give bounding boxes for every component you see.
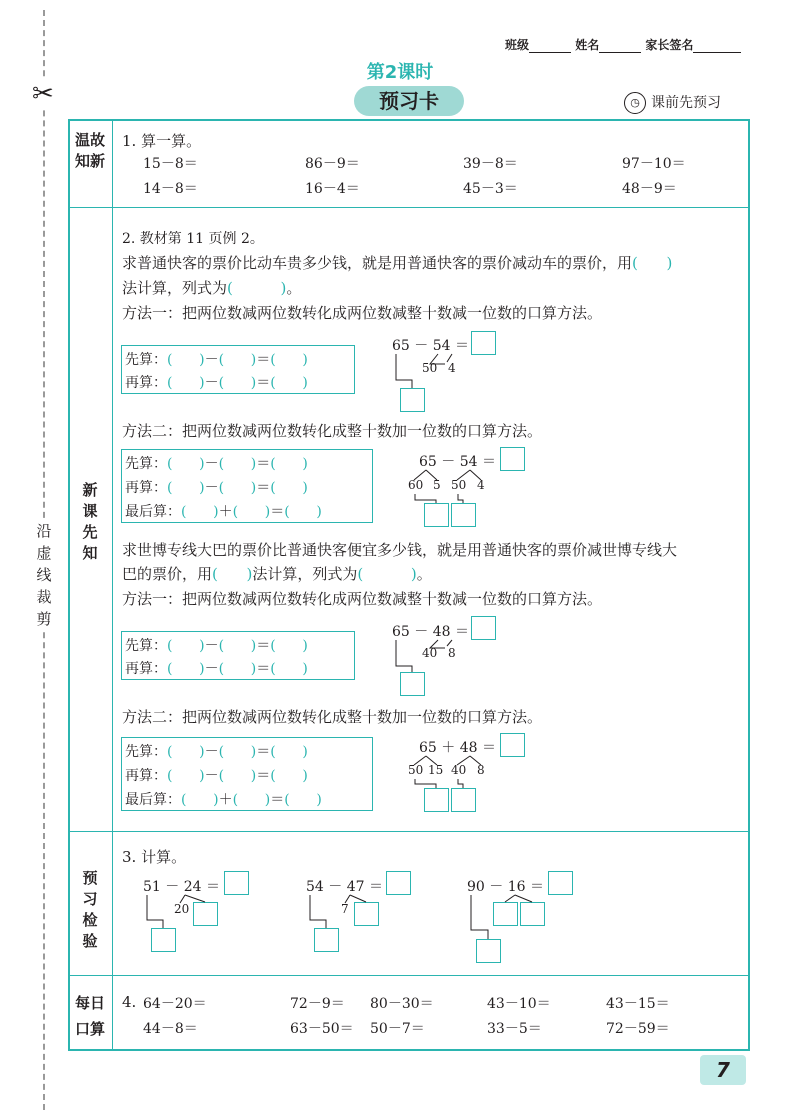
split-number: 4 (448, 361, 456, 375)
equation: 65 － 48 ＝ (392, 624, 469, 640)
q4-item: 80－30＝ (370, 996, 434, 1012)
q1-item: 48－9＝ (622, 181, 677, 197)
scissors-icon: ✂ (32, 79, 54, 109)
equation: 65 － 54 ＝ (419, 454, 496, 470)
step-then: 再算：( )－( )＝( ) (125, 768, 308, 784)
section-check: 预习检验 (82, 869, 98, 950)
q2-line2: 法计算，列式为( )。 (122, 279, 302, 297)
q1-item: 16－4＝ (305, 181, 360, 197)
q2-title: 2. 教材第 11 页例 2。 (122, 231, 264, 247)
card-title: 预习卡 (354, 86, 464, 116)
answer-blank[interactable]: ( ) (212, 565, 253, 583)
split-number: 15 (428, 763, 444, 777)
q1-item: 15－8＝ (143, 156, 198, 172)
method2-label: 方法二：把两位数减两位数转化成整十数加一位数的口算方法。 (122, 422, 543, 440)
method1-label: 方法一：把两位数减两位数转化成两位数减整十数减一位数的口算方法。 (122, 304, 603, 322)
q1-item: 86－9＝ (305, 156, 360, 172)
equation: 51 － 24 ＝ (143, 879, 220, 895)
step-first: 先算：( )－( )＝( ) (125, 744, 308, 760)
split-number: 5 (433, 478, 441, 492)
q4-item: 50－7＝ (370, 1021, 425, 1037)
step-then: 再算：( )－( )＝( ) (125, 661, 308, 677)
lesson-number: 第2课时 (366, 62, 434, 83)
q2-line1: 求普通快客的票价比动车贵多少钱，就是用普通快客的票价减动车的票价，用( ) (122, 254, 673, 272)
step-first: 先算：( )－( )＝( ) (125, 456, 308, 472)
split-number: 8 (448, 646, 456, 660)
answer-blank[interactable]: ( ) (357, 565, 417, 583)
equation: 65 ＋ 48 ＝ (419, 740, 496, 756)
split-number: 8 (477, 763, 485, 777)
split-number: 20 (174, 902, 190, 916)
parent-sign-label: 家长签名 (645, 38, 694, 52)
q4-item: 72－9＝ (290, 996, 345, 1012)
step-then: 再算：( )－( )＝( ) (125, 375, 308, 391)
q1-item: 39－8＝ (463, 156, 518, 172)
equation: 90 － 16 ＝ (467, 879, 544, 895)
split-number: 40 (422, 646, 438, 660)
class-label: 班级 (505, 38, 530, 52)
split-number: 50 (408, 763, 424, 777)
q4-item: 43－15＝ (606, 996, 670, 1012)
q4-prefix: 4. (122, 993, 137, 1011)
split-number: 40 (451, 763, 467, 777)
page-number: 7 (700, 1055, 746, 1085)
q4-item: 44－8＝ (143, 1021, 198, 1037)
equation: 65 － 54 ＝ (392, 338, 469, 354)
split-number: 50 (451, 478, 467, 492)
clock-icon: ◷ (624, 92, 646, 114)
split-number: 7 (341, 902, 349, 916)
step-last: 最后算：( )＋( )＝( ) (125, 792, 322, 808)
q3-title: 3. 计算。 (122, 848, 187, 866)
split-number: 50 (422, 361, 438, 375)
q1-item: 97－10＝ (622, 156, 686, 172)
step-then: 再算：( )－( )＝( ) (125, 480, 308, 496)
section-review: 温故知新 (74, 131, 105, 170)
q4-item: 33－5＝ (487, 1021, 542, 1037)
q2-line4: 巴的票价，用( )法计算，列式为( )。 (122, 565, 432, 583)
q4-item: 64－20＝ (143, 996, 207, 1012)
q2-line3: 求世博专线大巴的票价比普通快客便宜多少钱，就是用普通快客的票价减世博专线大 (122, 541, 678, 559)
section-new: 新课先知 (82, 481, 98, 562)
answer-blank[interactable]: ( ) (227, 279, 287, 297)
q4-item: 72－59＝ (606, 1021, 670, 1037)
step-first: 先算：( )－( )＝( ) (125, 352, 308, 368)
q1-title: 1. 算一算。 (122, 132, 202, 150)
split-number: 60 (408, 478, 424, 492)
split-number: 4 (477, 478, 485, 492)
step-last: 最后算：( )＋( )＝( ) (125, 504, 322, 520)
equation: 54 － 47 ＝ (306, 879, 383, 895)
answer-blank[interactable]: ( ) (632, 254, 673, 272)
q4-item: 43－10＝ (487, 996, 551, 1012)
method2-label: 方法二：把两位数减两位数转化成整十数加一位数的口算方法。 (122, 708, 543, 726)
method1-label: 方法一：把两位数减两位数转化成两位数减整十数减一位数的口算方法。 (122, 590, 603, 608)
q1-item: 45－3＝ (463, 181, 518, 197)
q4-item: 63－50＝ (290, 1021, 354, 1037)
pre-study-label: ◷ 课前先预习 (624, 92, 721, 114)
q1-item: 14－8＝ (143, 181, 198, 197)
cut-instruction: 沿 虚 线 裁 剪 (33, 520, 55, 630)
step-first: 先算：( )－( )＝( ) (125, 638, 308, 654)
name-label: 姓名 (575, 38, 600, 52)
section-daily: 每日口算 (74, 994, 105, 1038)
